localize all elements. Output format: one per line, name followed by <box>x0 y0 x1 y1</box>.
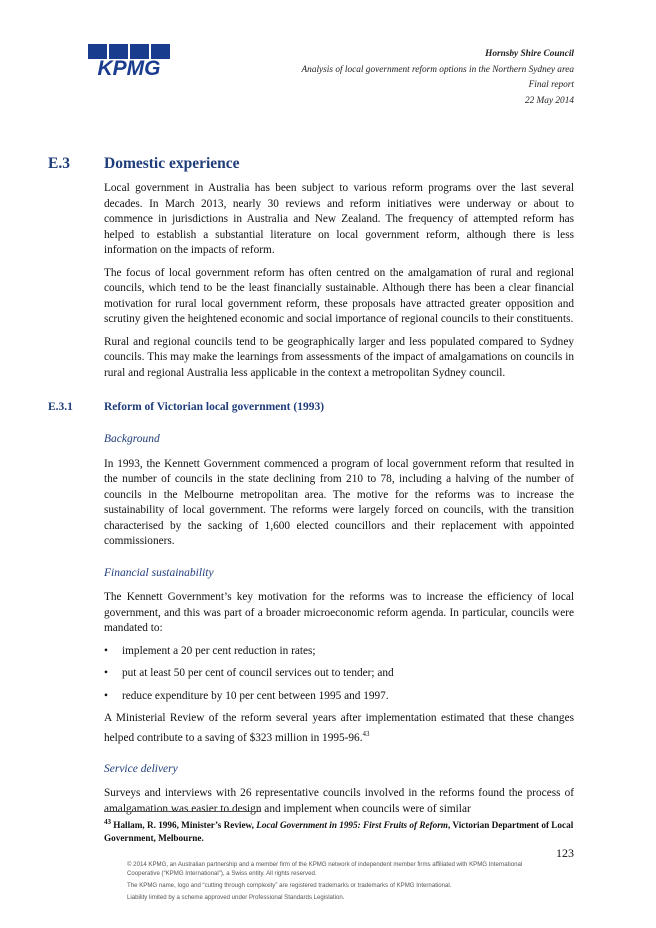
footnote <box>104 816 574 845</box>
kpmg-logo <box>88 44 170 78</box>
section-title: Domestic experience <box>104 155 240 172</box>
footnote-post: , Victorian Department of Local Government, Melbourne. <box>104 820 574 844</box>
footnote-title: Local Government in 1995: First Fruits of Reform <box>256 820 448 831</box>
background-paragraph: In 1993, the Kennett Government commenced a program of local government reform that resulted in the number of councils in the state declining from 210 to 78, including a halving of the number of councils in the Melbourne metropolitan area. The motive for the reforms was to increase the sustainability of local government. The reforms were largely forced on councils, with the transition characterised by the sacking of 1,600 elected councillors and their replacement with appointed commissioners. <box>104 457 574 547</box>
financial-after-paragraph <box>104 711 574 746</box>
paragraph: Local government in Australia has been subject to various reform programs over the last several decades. In March 2013, nearly 30 reviews and reform initiatives were underway or about to commence in jurisdictions in Australia and New Zealand. The frequency of attempted reform has helped to establish a substantial literature on local government reform, although there is less information on the impacts of reform. <box>104 182 574 256</box>
footnote-rule <box>104 811 261 812</box>
footnote-pre: Hallam, R. 1996, Minister’s Review, <box>111 820 257 831</box>
bullet-item: • put at least 50 per cent of council services out to tender; and <box>104 666 574 682</box>
financial-after-text: A Ministerial Review of the reform several years after implementation estimated that these changes helped contribute to a saving of $323 million in 1995-96. <box>104 712 574 744</box>
copyright-line: Liability limited by a scheme approved under Professional Standards Legislation. <box>127 894 345 901</box>
paragraph: The focus of local government reform has often centred on the amalgamation of rural and regional councils, which tend to be the least financially sustainable. Although there has been a clear financial motivation for rural local government reform, these proposals have attracted greater opposition and scrutiny given the heightened economic and social importance of regional councils to their constituents. <box>104 266 574 325</box>
copyright-line: The KPMG name, logo and “cutting through complexity” are registered trademarks or trademarks of KPMG International. <box>127 882 452 889</box>
header-date: 22 May 2014 <box>524 95 574 106</box>
subsection-title: Reform of Victorian local government (1993) <box>104 401 325 413</box>
paragraph: Rural and regional councils tend to be geographically larger and less populated compared to Sydney councils. This may make the learnings from assessments of the impact of amalgamations on councils in rural and regional Australia less applicable in the context a metropolitan Sydney council. <box>104 335 574 379</box>
bullet-item: • implement a 20 per cent reduction in rates; <box>104 644 574 660</box>
service-paragraph: Surveys and interviews with 26 representative councils involved in the reforms found the process of amalgamation was easier to design and implement when councils were of similar <box>104 787 574 815</box>
bullet-item: • reduce expenditure by 10 per cent between 1995 and 1997. <box>104 689 574 705</box>
copyright-line: © 2014 KPMG, an Australian partnership and a member firm of the KPMG network of independent member firms affiliated with KPMG International Cooperative (“KPMG International”), a Swiss entity. All rights reserved. <box>127 861 523 877</box>
header-subtitle: Analysis of local government reform options in the Northern Sydney area <box>301 64 574 75</box>
header-org: Hornsby Shire Council <box>485 49 574 59</box>
footnote-ref[interactable]: 43 <box>362 729 370 738</box>
intro-text <box>104 181 574 388</box>
copyright-notice <box>127 860 547 905</box>
financial-paragraph: The Kennett Government’s key motivation for the reforms was to increase the efficiency of local government, and this was part of a broader microeconomic reform agenda. In particular, councils were mandated to: <box>104 591 574 634</box>
footnote-number: 43 <box>104 818 111 826</box>
section-number: E.3 <box>48 155 70 172</box>
service-heading: Service delivery <box>104 762 178 775</box>
subsection-body <box>104 432 574 824</box>
subsection-heading <box>48 401 324 413</box>
background-heading: Background <box>104 433 160 445</box>
running-header <box>302 47 575 109</box>
logo-text: KPMG <box>97 57 161 78</box>
subsection-number: E.3.1 <box>48 401 73 413</box>
section-heading <box>48 155 240 173</box>
financial-heading: Financial sustainability <box>104 566 214 579</box>
header-report: Final report <box>528 80 574 90</box>
page-number: 123 <box>556 846 574 860</box>
